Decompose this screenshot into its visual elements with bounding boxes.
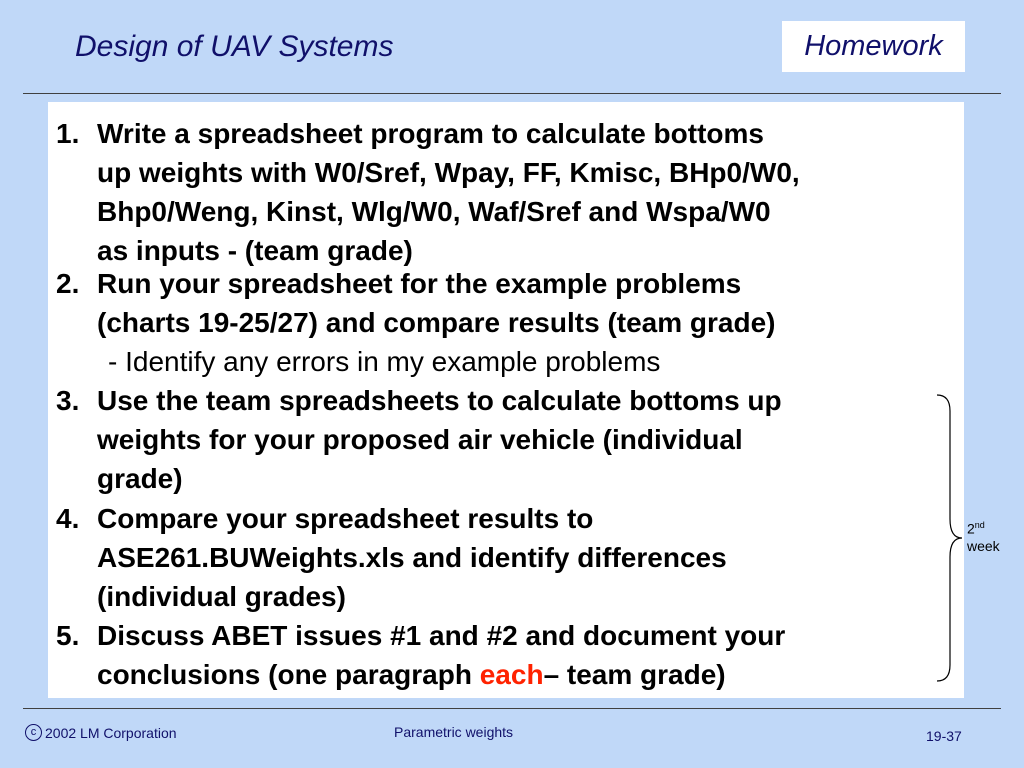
item-text-line: Write a spreadsheet program to calculate bottoms: [97, 118, 764, 149]
item-number: 5.: [56, 620, 80, 651]
item-text-line: (individual grades): [97, 581, 346, 612]
week-note: [967, 517, 1000, 555]
item-text-line: Discuss ABET issues #1 and #2 and document your: [97, 620, 786, 651]
copyright-icon: c: [25, 724, 42, 741]
item-number: 2.: [56, 268, 80, 299]
item-text-line: ASE261.BUWeights.xls and identify differences: [97, 542, 727, 573]
item-text-line: Compare your spreadsheet results to: [97, 503, 594, 534]
bottom-divider: [23, 708, 1001, 709]
copyright-text: 2002 LM Corporation: [45, 724, 177, 741]
item-text-line: (charts 19-25/27) and compare results (team grade): [97, 307, 776, 338]
homework-tag: [782, 21, 965, 72]
list-item-4: [56, 499, 997, 616]
item-text-line: Use the team spreadsheets to calculate bottoms up: [97, 385, 782, 416]
item-text-line: as inputs - (team grade): [97, 235, 413, 266]
sub-item: - Identify any errors in my example problems: [108, 346, 661, 377]
item-text-line: up weights with W0/Sref, Wpay, FF, Kmisc, BHp0/W0,: [97, 157, 800, 188]
content-box: [48, 102, 964, 698]
list-item-2: [56, 264, 997, 342]
list-item-5: [56, 616, 997, 694]
top-divider: [23, 93, 1001, 94]
item-text-segment: – team grade): [543, 659, 726, 690]
footer-copyright: [25, 724, 177, 741]
item-text-segment: conclusions (one paragraph: [97, 659, 480, 690]
item-number: 1.: [56, 118, 80, 149]
footer-topic: Parametric weights: [394, 724, 514, 740]
item-text-line: grade): [97, 463, 183, 494]
item-number: 4.: [56, 503, 80, 534]
week-ordinal-suffix: nd: [974, 520, 985, 530]
page-number: 19-37: [926, 728, 962, 744]
brace-bracket: [935, 393, 963, 683]
homework-tag-label: Homework: [804, 30, 943, 62]
highlight-word: each: [479, 659, 544, 690]
item-text-line: Run your spreadsheet for the example problems: [97, 268, 742, 299]
list-item-3: [56, 381, 997, 498]
item-text-line: weights for your proposed air vehicle (individual: [97, 424, 743, 455]
slide-title: Design of UAV Systems: [75, 30, 394, 63]
item-number: 3.: [56, 385, 80, 416]
item-text-line: Bhp0/Weng, Kinst, Wlg/W0, Waf/Sref and Wspa/W0: [97, 196, 771, 227]
week-ordinal: 2: [967, 520, 975, 537]
week-word: week: [967, 537, 1000, 554]
list-item-1: [56, 114, 997, 270]
